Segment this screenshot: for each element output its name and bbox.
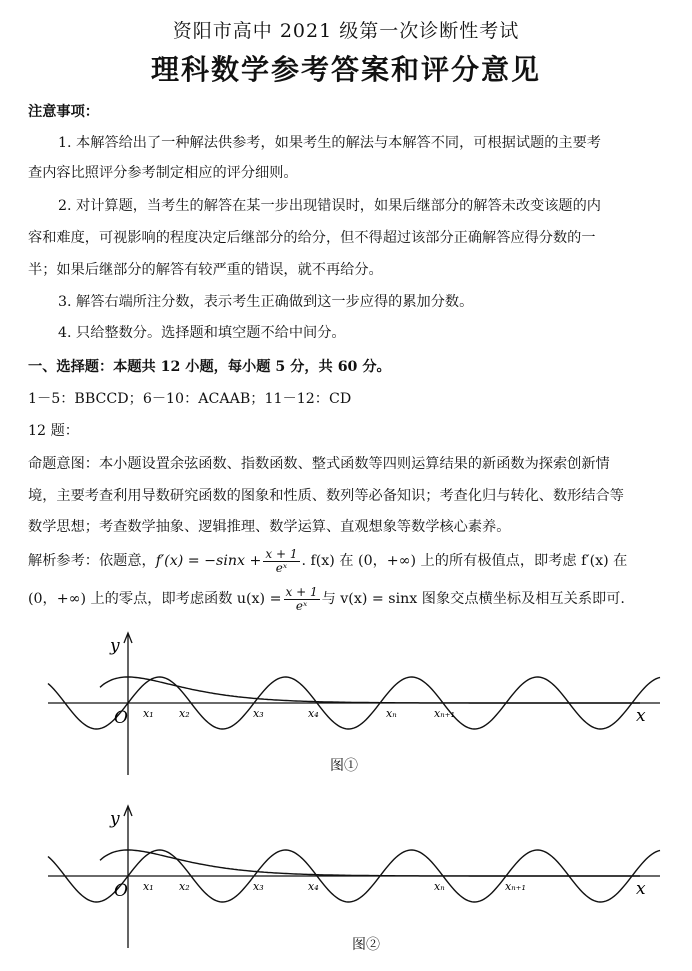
fraction-1 bbox=[263, 548, 299, 575]
intent-line-2: 境，主要考查利用导数研究函数的图象和性质、数列等必备知识；考查化归与转化、数形结合等 bbox=[28, 488, 624, 504]
analysis-line-2 bbox=[28, 584, 670, 614]
label-x1: x₁ bbox=[143, 707, 154, 720]
note-1-line-1: 1. 本解答给出了一种解法供参考，如果考生的解法与本解答不同，可根据试题的主要考 bbox=[58, 135, 601, 151]
choice-answers: 1－5：BBCCD；6－10：ACAAB；11－12：CD bbox=[28, 391, 352, 407]
document-title: 理科数学参考答案和评分意见 bbox=[150, 53, 541, 86]
label-x4: x₄ bbox=[308, 880, 319, 893]
label-x2: x₂ bbox=[179, 880, 190, 893]
y-axis-label: y bbox=[110, 809, 120, 829]
origin-label: O bbox=[114, 708, 128, 728]
label-xn: xₙ bbox=[386, 707, 397, 720]
exam-subtitle: 资阳市高中 2021 级第一次诊断性考试 bbox=[172, 20, 520, 42]
figure-2-caption: 图② bbox=[352, 937, 380, 953]
label-xn-plus-1: xₙ₊₁ bbox=[505, 880, 526, 893]
y-axis-label: y bbox=[110, 636, 120, 656]
analysis-line-1 bbox=[28, 546, 670, 576]
note-3: 3. 解答右端所注分数，表示考生正确做到这一步应得的累加分数。 bbox=[58, 294, 474, 310]
label-x1: x₁ bbox=[143, 880, 154, 893]
fraction-2-denominator: eˣ bbox=[295, 598, 308, 613]
note-2-line-1: 2. 对计算题，当考生的解答在某一步出现错误时，如果后继部分的解答未改变该题的内 bbox=[58, 198, 601, 214]
fraction-1-numerator: x + 1 bbox=[265, 546, 298, 561]
question-12-label: 12 题： bbox=[28, 423, 79, 439]
fraction-2-numerator: x + 1 bbox=[285, 584, 318, 599]
section-1-heading: 一、选择题：本题共 12 小题，每小题 5 分，共 60 分。 bbox=[28, 359, 391, 375]
analysis-text-b: . f(x) 在 (0，+∞) 上的所有极值点，即考虑 f′(x) 在 bbox=[301, 553, 628, 569]
x-axis-label: x bbox=[636, 706, 646, 726]
analysis-text-d: 与 v(x) = sinx 图象交点横坐标及相互关系即可. bbox=[321, 591, 625, 607]
note-2-line-2: 容和难度，可视影响的程度决定后继部分的给分，但不得超过该部分正确解答应得分数的一 bbox=[28, 230, 596, 246]
analysis-text-c: (0，+∞) 上的零点，即考虑函数 u(x) = bbox=[28, 591, 282, 607]
note-1-line-2: 查内容比照评分参考制定相应的评分细则。 bbox=[28, 165, 298, 181]
label-xn: xₙ bbox=[434, 880, 445, 893]
x-axis-label: x bbox=[636, 879, 646, 899]
origin-label: O bbox=[114, 881, 128, 901]
notes-heading: 注意事项： bbox=[28, 104, 99, 120]
intent-line-3: 数学思想；考查数学抽象、逻辑推理、数学运算、直观想象等数学核心素养。 bbox=[28, 519, 511, 535]
label-x2: x₂ bbox=[179, 707, 190, 720]
figure-1-caption: 图① bbox=[330, 758, 358, 774]
figure-2-graph bbox=[0, 798, 692, 956]
derivative-formula: f′(x) = −sinx + bbox=[155, 553, 262, 569]
note-2-line-3: 半；如果后继部分的解答有较严重的错误，就不再给分。 bbox=[28, 262, 383, 278]
label-x3: x₃ bbox=[253, 880, 264, 893]
label-x4: x₄ bbox=[308, 707, 319, 720]
label-xn-plus-1: xₙ₊₁ bbox=[434, 707, 455, 720]
analysis-text-a: 解析参考：依题意， bbox=[28, 553, 156, 569]
fraction-1-denominator: eˣ bbox=[275, 560, 288, 575]
intent-line-1: 命题意图：本小题设置余弦函数、指数函数、整式函数等四则运算结果的新函数为探索创新情 bbox=[28, 456, 610, 472]
label-x3: x₃ bbox=[253, 707, 264, 720]
fraction-2 bbox=[284, 586, 320, 613]
note-4: 4. 只给整数分。选择题和填空题不给中间分。 bbox=[58, 325, 346, 341]
